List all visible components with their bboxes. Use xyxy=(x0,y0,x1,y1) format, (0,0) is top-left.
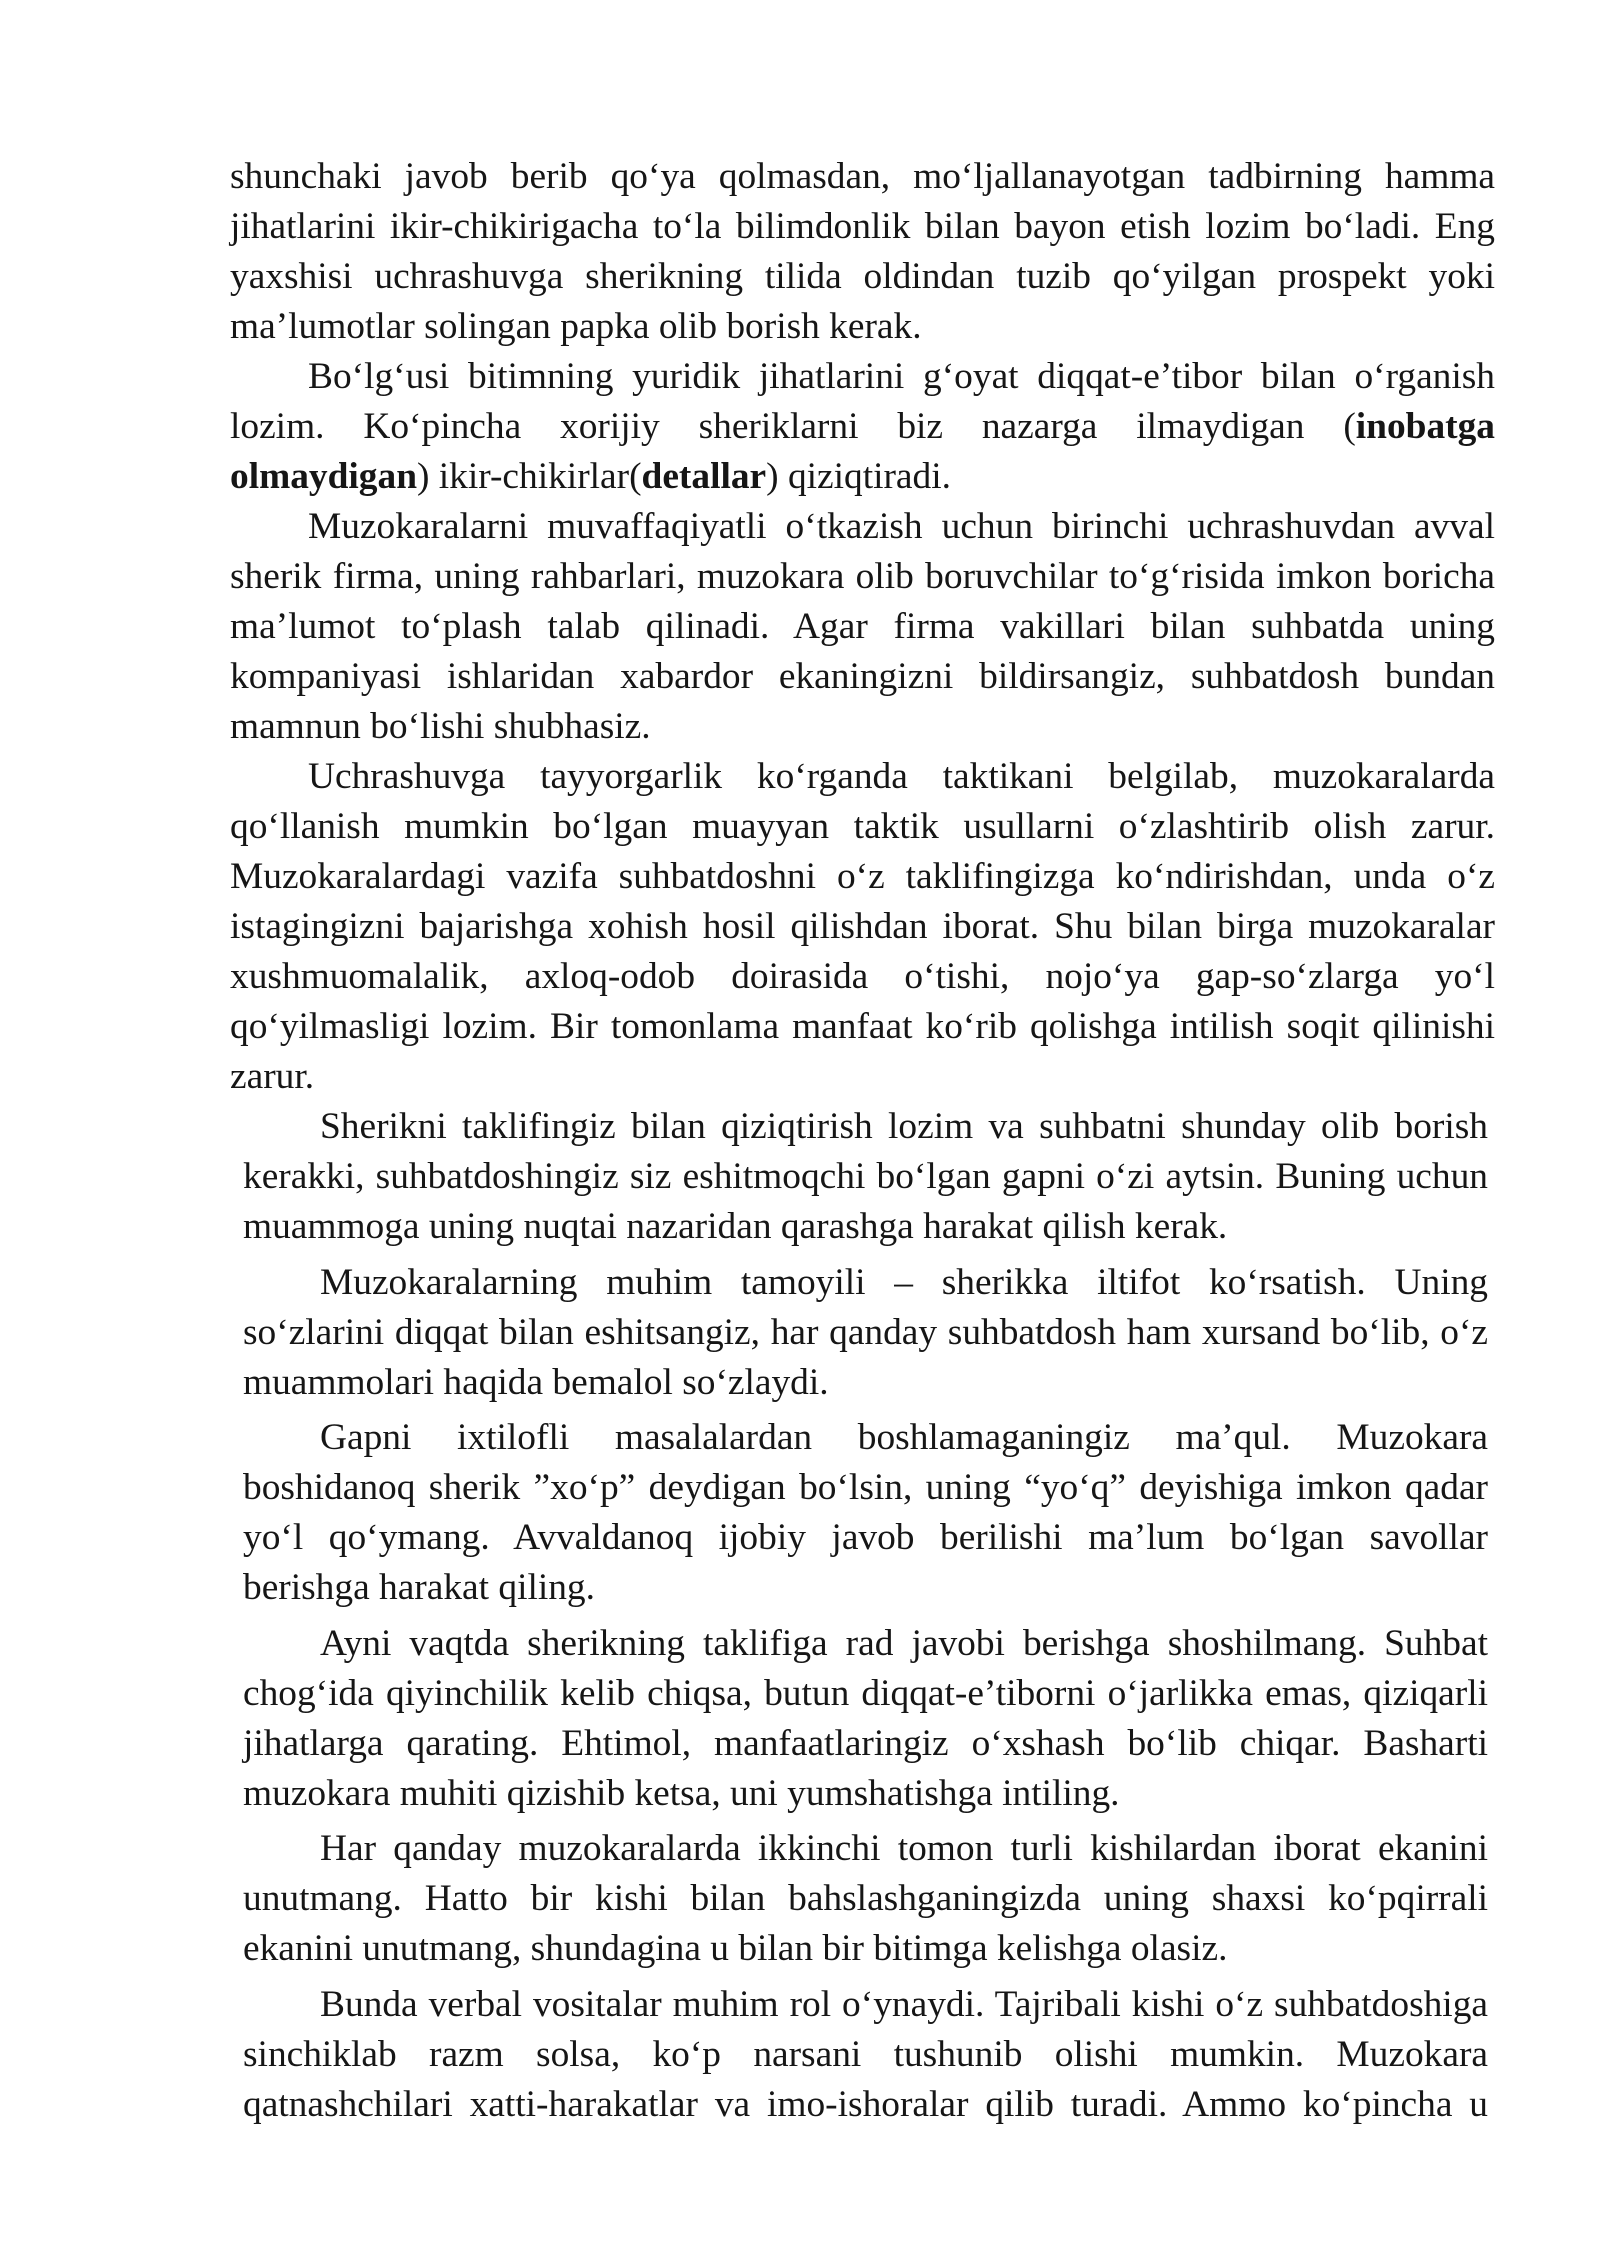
bold-term: inobatga xyxy=(1355,406,1495,447)
text-line: istagingizni bajarishga xohish hosil qilishdan iborat. Shu bilan birga muzokaralar xyxy=(230,906,1495,947)
text-line: qo‘llanish mumkin bo‘lgan muayyan taktik usullarni o‘zlashtirib olish zarur. xyxy=(230,806,1495,847)
paragraph xyxy=(243,1619,1488,1819)
text-line xyxy=(230,452,1495,502)
text-line: berishga harakat qiling. xyxy=(243,1567,595,1608)
text-line: yaxshisi uchrashuvga sherikning tilida oldindan tuzib qo‘yilgan prospekt yoki xyxy=(230,256,1495,297)
text-line: sherik firma, uning rahbarlari, muzokara olib boruvchilar to‘g‘risida imkon boricha xyxy=(230,556,1495,597)
text-line: Muzokaralarning muhim tamoyili – sherikka iltifot ko‘rsatish. Uning xyxy=(320,1261,1488,1303)
text-line: sinchiklab razm solsa, ko‘p narsani tushunib olishi mumkin. Muzokara xyxy=(243,2033,1488,2075)
paragraph xyxy=(243,1980,1488,2130)
text-line: unutmang. Hatto bir kishi bilan bahslashganingizda uning shaxsi ko‘pqirrali xyxy=(243,1878,1488,1919)
text-line: ekanini unutmang, shundagina u bilan bir bitimga kelishga olasiz. xyxy=(243,1928,1228,1969)
text-line: muammolari haqida bemalol so‘zlaydi. xyxy=(243,1361,829,1403)
text-line: Gapni ixtilofli masalalardan boshlamaganingiz ma’qul. Muzokara xyxy=(320,1417,1488,1458)
text-line: boshidanoq sherik ”xo‘p” deydigan bo‘lsin, uning “yo‘q” deyishiga imkon qadar xyxy=(243,1467,1488,1508)
text-line: mamnun bo‘lishi shubhasiz. xyxy=(230,706,651,747)
paragraph xyxy=(243,1413,1488,1613)
text-block-full-width xyxy=(0,152,1600,1102)
text-line: so‘zlarini diqqat bilan eshitsangiz, har qanday suhbatdosh ham xursand bo‘lib, o‘z xyxy=(243,1311,1488,1353)
text-line: kerakki, suhbatdoshingiz siz eshitmoqchi bo‘lgan gapni o‘zi aytsin. Buning uchun xyxy=(243,1156,1488,1197)
paragraph xyxy=(243,1258,1488,1408)
text-segment: ) ikir-chikirlar( xyxy=(417,456,642,497)
text-line: Ayni vaqtda sherikning taklifiga rad javobi berishga shoshilmang. Suhbat xyxy=(320,1622,1488,1664)
paragraph xyxy=(243,1102,1488,1252)
text-line: Sherikni taklifingiz bilan qiziqtirish lozim va suhbatni shunday olib borish xyxy=(320,1106,1488,1147)
text-line: Bo‘lg‘usi bitimning yuridik jihatlarini g‘oyat diqqat-e’tibor bilan o‘rganish xyxy=(308,356,1495,397)
text-segment: ) qiziqtiradi. xyxy=(766,456,951,497)
text-block-indented xyxy=(0,1102,1600,2130)
text-line xyxy=(230,402,1495,452)
text-line: qatnashchilari xatti-harakatlar va imo-ishoralar qilib turadi. Ammo ko‘pincha u xyxy=(243,2083,1488,2125)
paragraph xyxy=(230,152,1495,352)
paragraph xyxy=(230,352,1495,502)
text-line: kompaniyasi ishlaridan xabardor ekaningizni bildirsangiz, suhbatdosh bundan xyxy=(230,656,1495,697)
paragraph xyxy=(243,1824,1488,1974)
text-line: xushmuomalalik, axloq-odob doirasida o‘tishi, nojo‘ya gap-so‘zlarga yo‘l xyxy=(230,956,1495,997)
text-line: Muzokaralardagi vazifa suhbatdoshni o‘z taklifingizga ko‘ndirishdan, unda o‘z xyxy=(230,856,1495,897)
text-line: qo‘yilmasligi lozim. Bir tomonlama manfaat ko‘rib qolishga intilish soqit qilinishi xyxy=(230,1006,1495,1047)
text-line: chog‘ida qiyinchilik kelib chiqsa, butun diqqat-e’tiborni o‘jarlikka emas, qiziqarli xyxy=(243,1672,1488,1714)
text-line: Muzokaralarni muvaffaqiyatli o‘tkazish uchun birinchi uchrashuvdan avval xyxy=(308,506,1495,547)
text-line: jihatlarga qarating. Ehtimol, manfaatlaringiz o‘xshash bo‘lib chiqar. Basharti xyxy=(243,1722,1488,1764)
paragraph xyxy=(230,752,1495,1102)
text-line: ma’lumotlar solingan papka olib borish kerak. xyxy=(230,306,922,347)
text-line: muammoga uning nuqtai nazaridan qarashga harakat qilish kerak. xyxy=(243,1206,1228,1247)
text-line: shunchaki javob berib qo‘ya qolmasdan, mo‘ljallanayotgan tadbirning hamma xyxy=(230,156,1495,197)
text-line: yo‘l qo‘ymang. Avvaldanoq ijobiy javob berilishi ma’lum bo‘lgan savollar xyxy=(243,1517,1488,1558)
body-text xyxy=(0,152,1600,2130)
text-line: jihatlarini ikir-chikirigacha to‘la bilimdonlik bilan bayon etish lozim bo‘ladi. Eng xyxy=(230,206,1495,247)
paragraph xyxy=(230,502,1495,752)
bold-term: olmaydigan xyxy=(230,456,417,497)
text-line: zarur. xyxy=(230,1056,315,1097)
text-line: Har qanday muzokaralarda ikkinchi tomon turli kishilardan iborat ekanini xyxy=(320,1828,1488,1869)
text-line: muzokara muhiti qizishib ketsa, uni yumshatishga intiling. xyxy=(243,1772,1120,1814)
text-line: ma’lumot to‘plash talab qilinadi. Agar firma vakillari bilan suhbatda uning xyxy=(230,606,1495,647)
text-line: Bunda verbal vositalar muhim rol o‘ynaydi. Tajribali kishi o‘z suhbatdoshiga xyxy=(320,1983,1488,2025)
bold-term: detallar xyxy=(641,456,767,497)
text-line: Uchrashuvga tayyorgarlik ko‘rganda taktikani belgilab, muzokaralarda xyxy=(308,756,1495,797)
text-segment: lozim. Ko‘pincha xorijiy sheriklarni biz nazarga ilmaydigan ( xyxy=(230,406,1356,447)
